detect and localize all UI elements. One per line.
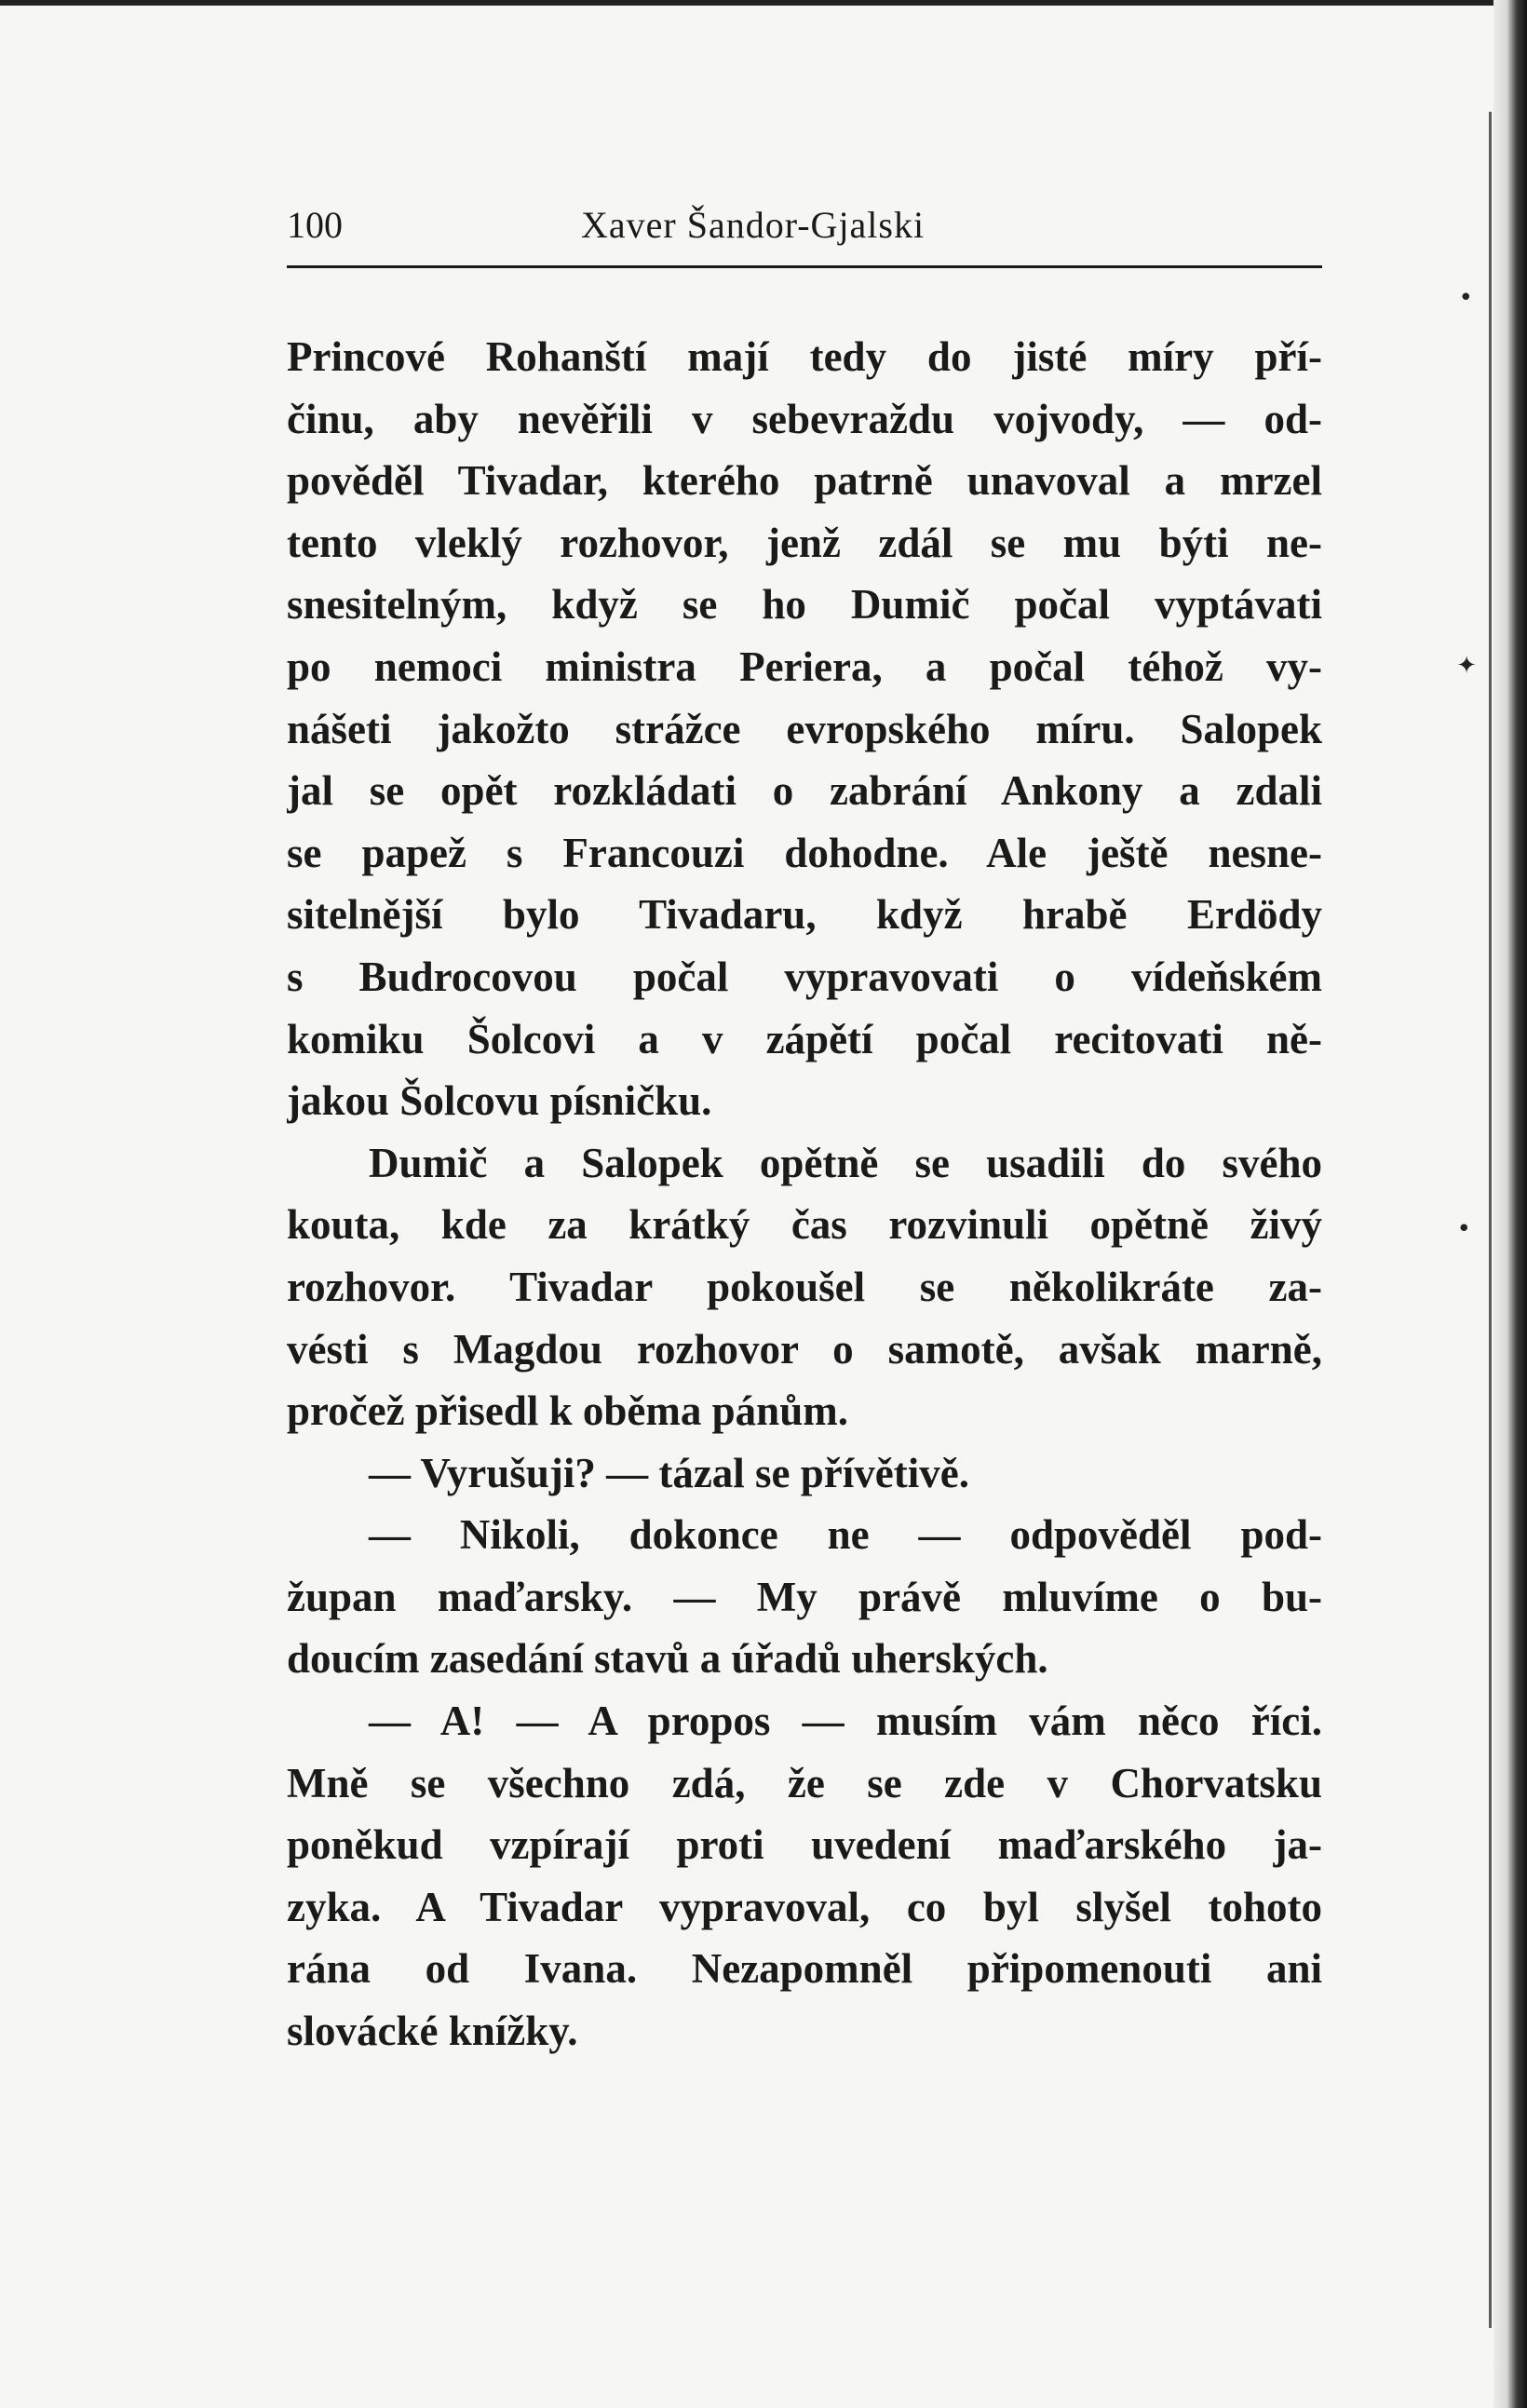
text-line: jakou Šolcovu písničku.: [287, 1077, 712, 1125]
body-text: [287, 326, 1322, 2063]
text-line: nášeti jakožto strážce evropského míru. Salopek: [287, 705, 1322, 752]
margin-mark-icon: ✦: [1456, 652, 1477, 680]
page-right-edge: [1493, 0, 1527, 2408]
text-line: pročež přisedl k oběma pánům.: [287, 1387, 848, 1435]
margin-mark-icon: •: [1458, 284, 1473, 312]
text-line: Princové Rohanští mají tedy do jisté míry pří-: [287, 333, 1322, 380]
text-line: snesitelným, když se ho Dumič počal vyptávati: [287, 581, 1322, 629]
text-line: sitelnější bylo Tivadaru, když hrabě Erdödy: [287, 891, 1322, 939]
text-line: slovácké knížky.: [287, 2008, 578, 2055]
text-line: kouta, kde za krátký čas rozvinuli opětně živý: [287, 1201, 1322, 1249]
running-head: [287, 197, 1322, 253]
text-line: vésti s Magdou rozhovor o samotě, avšak marně,: [287, 1325, 1322, 1373]
text-line: jal se opět rozkládati o zabrání Ankony a zdali: [287, 767, 1322, 815]
text-line: Mně se všechno zdá, že se zde v Chorvatsku: [287, 1759, 1322, 1806]
text-line: komiku Šolcovi a v zápětí počal recitovati ně-: [287, 1015, 1322, 1062]
text-line: — A! — A propos — musím vám něco říci.: [369, 1698, 1322, 1745]
text-line: tento vleklý rozhovor, jenž zdál se mu býti ne-: [287, 519, 1322, 566]
text-line: se papež s Francouzi dohodne. Ale ještě nesne-: [287, 829, 1322, 876]
margin-mark-icon: •: [1456, 1215, 1471, 1243]
text-line: po nemoci ministra Periera, a počal téhož vy-: [287, 643, 1322, 690]
text-line: — Vyrušuji? — tázal se přívětivě.: [369, 1449, 969, 1496]
text-line: poněkud vzpírají proti uvedení maďarského ja-: [287, 1821, 1322, 1869]
text-line: Dumič a Salopek opětně se usadili do svého: [369, 1139, 1322, 1186]
text-line: rána od Ivana. Nezapomněl připomenouti ani: [287, 1945, 1322, 1993]
header-rule: [287, 265, 1322, 268]
page-binding-shadow: [1489, 112, 1492, 2328]
text-line: doucím zasedání stavů a úřadů uherských.: [287, 1635, 1048, 1683]
text-line: s Budrocovou počal vypravovati o vídeňském: [287, 953, 1322, 1000]
text-line: zyka. A Tivadar vypravoval, co byl slyšel tohoto: [287, 1883, 1322, 1930]
text-line: pověděl Tivadar, kterého patrně unavoval a mrzel: [287, 457, 1322, 505]
text-line: činu, aby nevěřili v sebevraždu vojvody, — od-: [287, 395, 1322, 442]
page-number: 100: [287, 204, 343, 246]
running-title: Xaver Šandor-Gjalski: [581, 204, 926, 246]
page-top-edge: [0, 0, 1527, 6]
text-line: — Nikoli, dokonce ne — odpověděl pod-: [369, 1511, 1322, 1559]
text-line: župan maďarsky. — My právě mluvíme o bu-: [287, 1573, 1322, 1620]
text-line: rozhovor. Tivadar pokoušel se několikráte za-: [287, 1263, 1322, 1310]
